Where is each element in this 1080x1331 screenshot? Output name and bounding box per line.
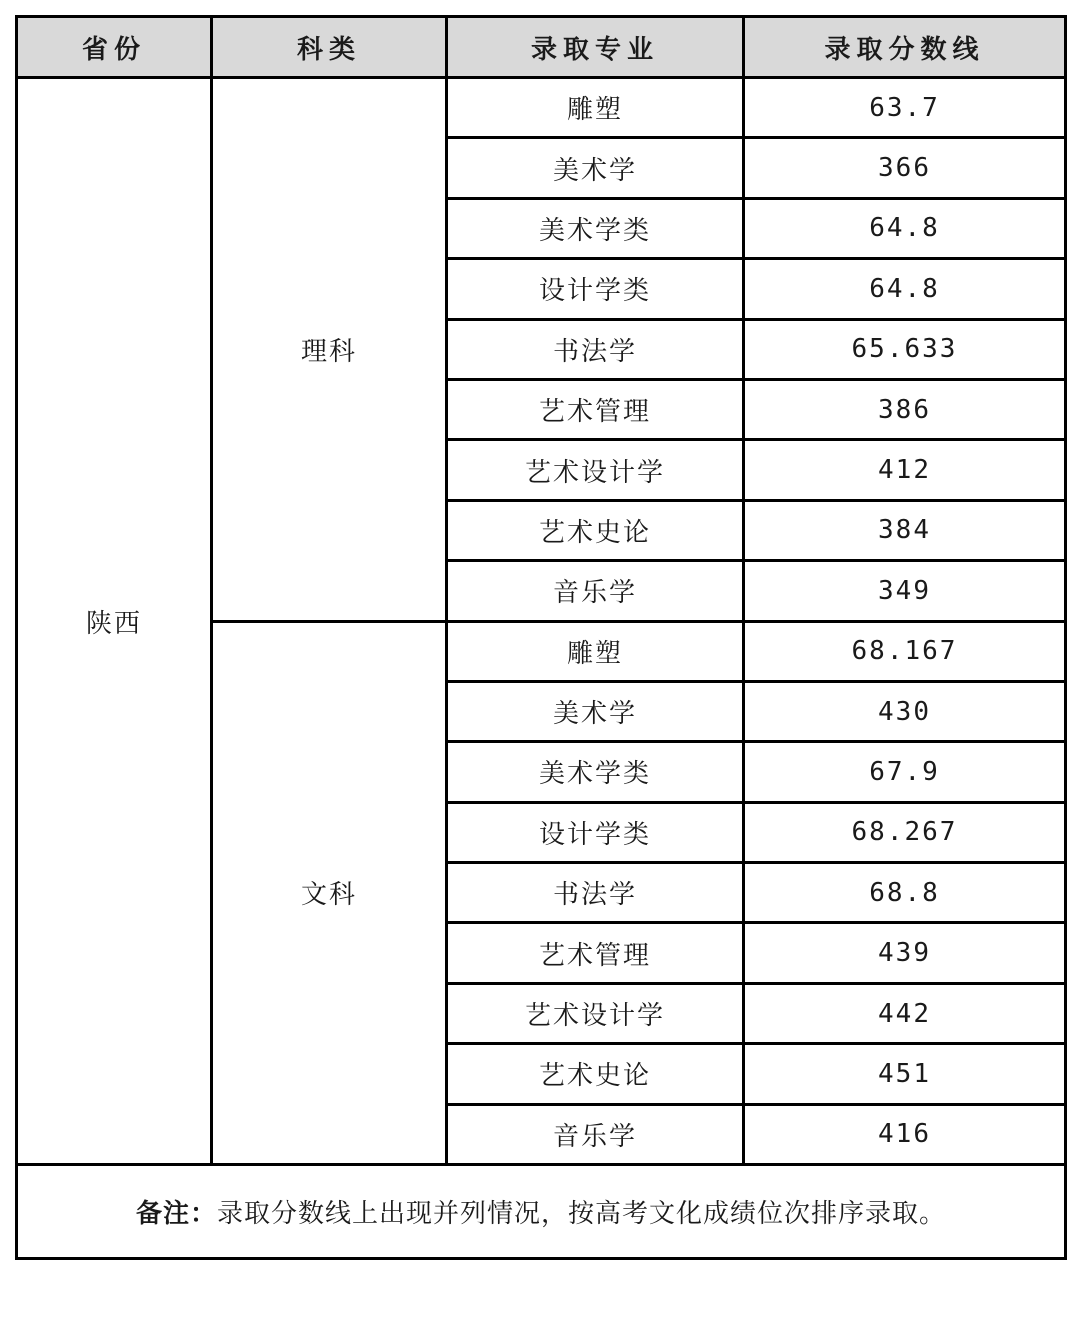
major-cell: 艺术史论 (447, 500, 744, 560)
note-row (17, 1165, 1066, 1259)
score-cell: 439 (744, 923, 1066, 983)
major-cell: 书法学 (447, 863, 744, 923)
admission-score-table-container (15, 15, 1064, 1260)
score-cell: 430 (744, 681, 1066, 741)
category-cell-science: 理科 (212, 78, 447, 622)
table-header (17, 17, 1066, 78)
score-cell: 412 (744, 440, 1066, 500)
score-cell: 64.8 (744, 198, 1066, 258)
province-cell: 陕西 (17, 78, 212, 1165)
note-label: 备注： (135, 1199, 217, 1230)
major-cell: 设计学类 (447, 802, 744, 862)
note-text: 录取分数线上出现并列情况，按高考文化成绩位次排序录取。 (217, 1199, 947, 1230)
major-cell: 音乐学 (447, 561, 744, 621)
major-cell: 雕塑 (447, 621, 744, 681)
header-category: 科类 (212, 17, 447, 78)
score-cell: 68.8 (744, 863, 1066, 923)
major-cell: 美术学 (447, 138, 744, 198)
score-cell: 442 (744, 983, 1066, 1043)
category-cell-liberal-arts: 文科 (212, 621, 447, 1165)
table-row (17, 78, 1066, 138)
major-cell: 艺术管理 (447, 923, 744, 983)
score-cell: 349 (744, 561, 1066, 621)
header-score: 录取分数线 (744, 17, 1066, 78)
score-cell: 68.167 (744, 621, 1066, 681)
score-cell: 451 (744, 1044, 1066, 1104)
major-cell: 艺术管理 (447, 379, 744, 439)
note-cell (17, 1165, 1066, 1259)
score-cell: 384 (744, 500, 1066, 560)
major-cell: 美术学类 (447, 742, 744, 802)
score-cell: 64.8 (744, 259, 1066, 319)
major-cell: 艺术史论 (447, 1044, 744, 1104)
score-cell: 416 (744, 1104, 1066, 1164)
major-cell: 美术学 (447, 681, 744, 741)
admission-score-table (15, 15, 1067, 1260)
score-cell: 366 (744, 138, 1066, 198)
major-cell: 艺术设计学 (447, 983, 744, 1043)
score-cell: 63.7 (744, 78, 1066, 138)
major-cell: 设计学类 (447, 259, 744, 319)
score-cell: 67.9 (744, 742, 1066, 802)
score-cell: 65.633 (744, 319, 1066, 379)
score-cell: 68.267 (744, 802, 1066, 862)
major-cell: 艺术设计学 (447, 440, 744, 500)
table-body (17, 78, 1066, 1259)
header-province: 省份 (17, 17, 212, 78)
major-cell: 美术学类 (447, 198, 744, 258)
header-major: 录取专业 (447, 17, 744, 78)
score-cell: 386 (744, 379, 1066, 439)
major-cell: 雕塑 (447, 78, 744, 138)
header-row (17, 17, 1066, 78)
major-cell: 书法学 (447, 319, 744, 379)
major-cell: 音乐学 (447, 1104, 744, 1164)
